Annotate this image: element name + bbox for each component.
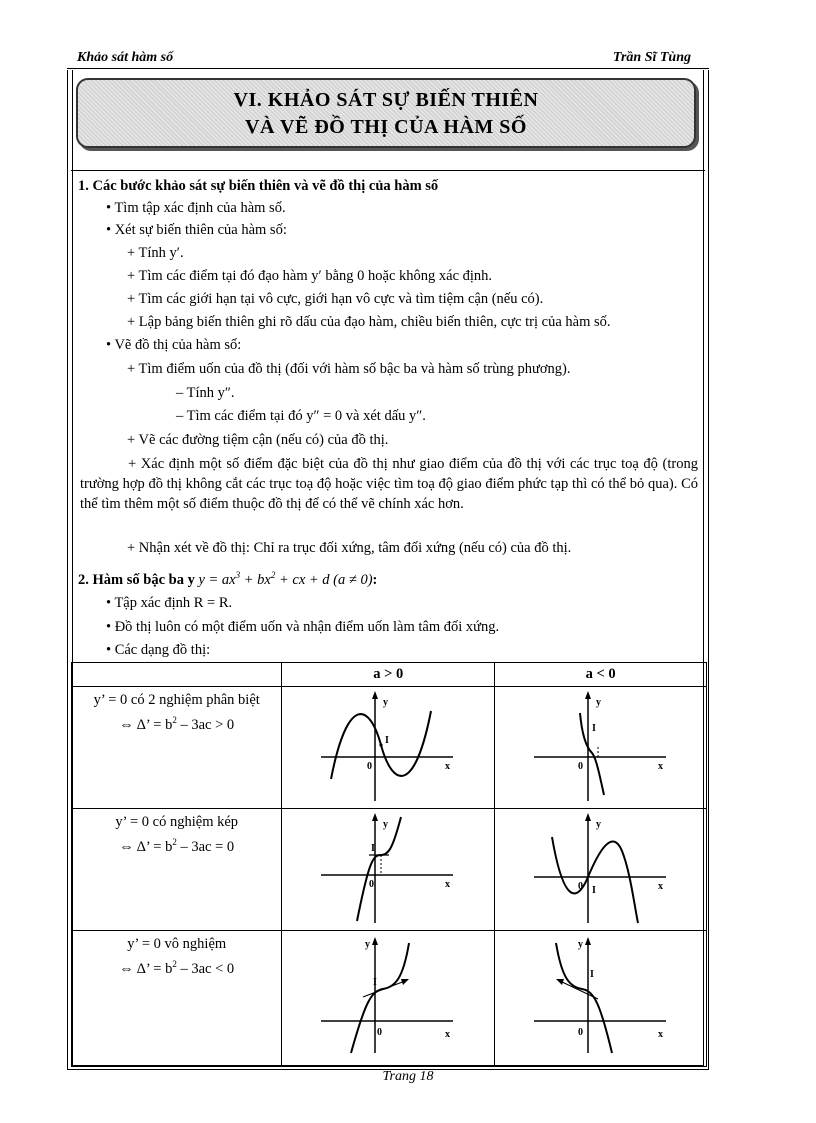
x-label: x xyxy=(657,1029,663,1040)
graph-cell-r1-pos xyxy=(282,687,495,809)
x-label: x xyxy=(445,1029,451,1040)
banner-title-line2: VÀ VẼ ĐỒ THỊ CỦA HÀM SỐ xyxy=(245,116,527,138)
page-header xyxy=(67,50,709,68)
s2-bullet2: • Đồ thị luôn có một điểm uốn và nhận điểm uốn làm tâm đối xứng. xyxy=(106,619,500,635)
cubic-graph-two-extrema-pos xyxy=(313,689,463,805)
graph-cell-r2-neg xyxy=(495,809,707,931)
header-left: Khảo sát hàm số xyxy=(77,50,174,65)
y-label: y xyxy=(595,819,601,830)
s1-sub1: + Tính y′. xyxy=(127,245,184,261)
section1-title: 1. Các bước khảo sát sự biến thiên và vẽ đồ thị của hàm số xyxy=(78,178,439,194)
section2-title xyxy=(78,566,377,589)
y-axis-arrow xyxy=(585,813,591,821)
origin-label: 0 xyxy=(577,881,583,892)
col-header-a-negative: a < 0 xyxy=(495,663,707,687)
origin-label: 0 xyxy=(369,879,375,890)
inflection-label: I xyxy=(591,885,596,896)
inflection-label: I xyxy=(591,723,596,734)
cond1-line2 xyxy=(72,710,281,735)
cond2-rel: – 3ac = 0 xyxy=(176,839,235,855)
x-label: x xyxy=(445,879,451,890)
inflection-point xyxy=(380,743,383,746)
formula-part-c: + cx + d (a ≠ 0) xyxy=(275,572,373,588)
s1-bullet1: • Tìm tập xác định của hàm số. xyxy=(106,200,286,216)
cubic-curve xyxy=(357,817,401,921)
formula-part-b: + bx xyxy=(240,572,271,588)
condition-row2 xyxy=(72,809,282,931)
cond2-delta: ⇔ Δ’ = b xyxy=(119,839,173,855)
formula-part-a: y = ax xyxy=(198,572,236,588)
inflection-label: I xyxy=(589,969,594,980)
graph-cell-r1-neg xyxy=(495,687,707,809)
s1-dash2: – Tìm các điểm tại đó y″ = 0 và xét dấu y″. xyxy=(176,408,426,424)
inflection-label: I xyxy=(371,843,376,854)
tangent-line xyxy=(560,981,598,999)
cubic-forms-table xyxy=(71,662,707,1067)
cond3-delta: ⇔ Δ’ = b xyxy=(119,961,173,977)
section-banner xyxy=(76,78,696,148)
tangent-line xyxy=(363,981,405,997)
x-label: x xyxy=(657,881,663,892)
s2-formula xyxy=(198,572,372,588)
cond3-exp: 2 xyxy=(172,959,177,969)
graph-cell-r3-pos xyxy=(282,931,495,1067)
cond3-line1: y’ = 0 vô nghiệm xyxy=(127,936,227,952)
s1-sub7: + Nhận xét về đồ thị: Chỉ ra trục đối xứng, tâm đối xứng (nếu có) của đồ thị. xyxy=(127,540,572,556)
s2-bullet3: • Các dạng đồ thị: xyxy=(106,642,211,658)
cubic-curve xyxy=(556,943,612,1053)
header-right: Trần Sĩ Tùng xyxy=(612,50,691,65)
formula-exp3: 3 xyxy=(235,570,241,580)
cond1-exp: 2 xyxy=(172,715,177,725)
formula-exp2: 2 xyxy=(270,570,276,580)
cubic-graph-no-root-pos xyxy=(313,933,463,1059)
origin-label: 0 xyxy=(367,761,373,772)
page-number: Trang 18 xyxy=(382,1069,434,1084)
cond1-delta: ⇔ Δ’ = b xyxy=(119,717,173,733)
tangent-arrow xyxy=(556,979,564,985)
x-label: x xyxy=(445,761,451,772)
y-label: y xyxy=(383,697,389,708)
graph-cell-r2-pos xyxy=(282,809,495,931)
header-rule xyxy=(67,68,709,69)
banner-separator xyxy=(71,170,705,171)
cond1-rel: – 3ac > 0 xyxy=(176,717,235,733)
graph-cell-r3-neg xyxy=(495,931,707,1067)
s1-bullet3: • Vẽ đồ thị của hàm số: xyxy=(106,337,242,353)
cubic-graph-two-extrema-neg xyxy=(526,689,676,805)
inflection-label: I xyxy=(373,977,378,988)
s1-sub4: + Lập bảng biến thiên ghi rõ dấu của đạo hàm, chiều biến thiên, cực trị của hàm số. xyxy=(127,314,611,330)
y-axis-arrow xyxy=(585,937,591,945)
header-blank-cell xyxy=(72,663,282,687)
y-axis-arrow xyxy=(372,691,378,699)
cond3-line2 xyxy=(72,954,281,979)
origin-label: 0 xyxy=(577,761,583,772)
s1-sub5: + Tìm điểm uốn của đồ thị (đối với hàm số bậc ba và hàm số trùng phương). xyxy=(127,361,571,377)
cond2-line2 xyxy=(72,832,281,857)
x-label: x xyxy=(657,761,663,772)
cubic-graph-double-root-neg xyxy=(526,811,676,927)
s2-bullet1: • Tập xác định R = R. xyxy=(106,595,233,611)
s2-title-prefix: 2. Hàm số bậc ba y xyxy=(78,572,199,588)
y-axis-arrow xyxy=(372,937,378,945)
cond1-line1: y’ = 0 có 2 nghiệm phân biệt xyxy=(93,692,260,708)
cubic-graph-no-root-neg xyxy=(526,933,676,1059)
cond2-exp: 2 xyxy=(172,837,177,847)
cond2-line1: y’ = 0 có nghiệm kép xyxy=(115,814,239,830)
condition-row1 xyxy=(72,687,282,809)
cond3-rel: – 3ac < 0 xyxy=(176,961,235,977)
origin-label: 0 xyxy=(577,1027,583,1038)
s1-sub3: + Tìm các giới hạn tại vô cực, giới hạn vô cực và tìm tiệm cận (nếu có). xyxy=(127,291,544,307)
inflection-label: I xyxy=(385,735,390,746)
s1-dash1: – Tính y″. xyxy=(176,385,235,401)
s1-sub2: + Tìm các điểm tại đó đạo hàm y′ bằng 0 hoặc không xác định. xyxy=(127,268,493,284)
y-label: y xyxy=(365,939,371,950)
origin-label: 0 xyxy=(377,1027,383,1038)
y-axis-arrow xyxy=(372,813,378,821)
s1-paragraph: + Xác định một số điểm đặc biệt của đồ thị như giao điểm của đồ thị với các trục toạ độ (trong trường hợp đồ thị không cắt các trục toạ độ hoặc việc tìm toạ độ giao điểm phức tạp thì có thể bỏ qua). Có thể tìm thêm một số điểm thuộc đồ thị để có thể vẽ chính xác hơn. xyxy=(80,456,698,512)
tangent-arrow xyxy=(401,979,409,985)
s2-colon: : xyxy=(372,572,378,588)
s1-bullet2: • Xét sự biến thiên của hàm số: xyxy=(106,222,287,238)
y-axis-arrow xyxy=(585,691,591,699)
cubic-graph-double-root-pos xyxy=(313,811,463,927)
col-header-a-positive: a > 0 xyxy=(282,663,495,687)
condition-row3 xyxy=(72,931,282,1067)
y-label: y xyxy=(595,697,601,708)
y-label: y xyxy=(577,939,583,950)
y-label: y xyxy=(383,819,389,830)
banner-title-line1: VI. KHẢO SÁT SỰ BIẾN THIÊN xyxy=(233,89,539,111)
s1-sub6: + Vẽ các đường tiệm cận (nếu có) của đồ thị. xyxy=(127,432,389,448)
cubic-curve xyxy=(552,837,638,923)
